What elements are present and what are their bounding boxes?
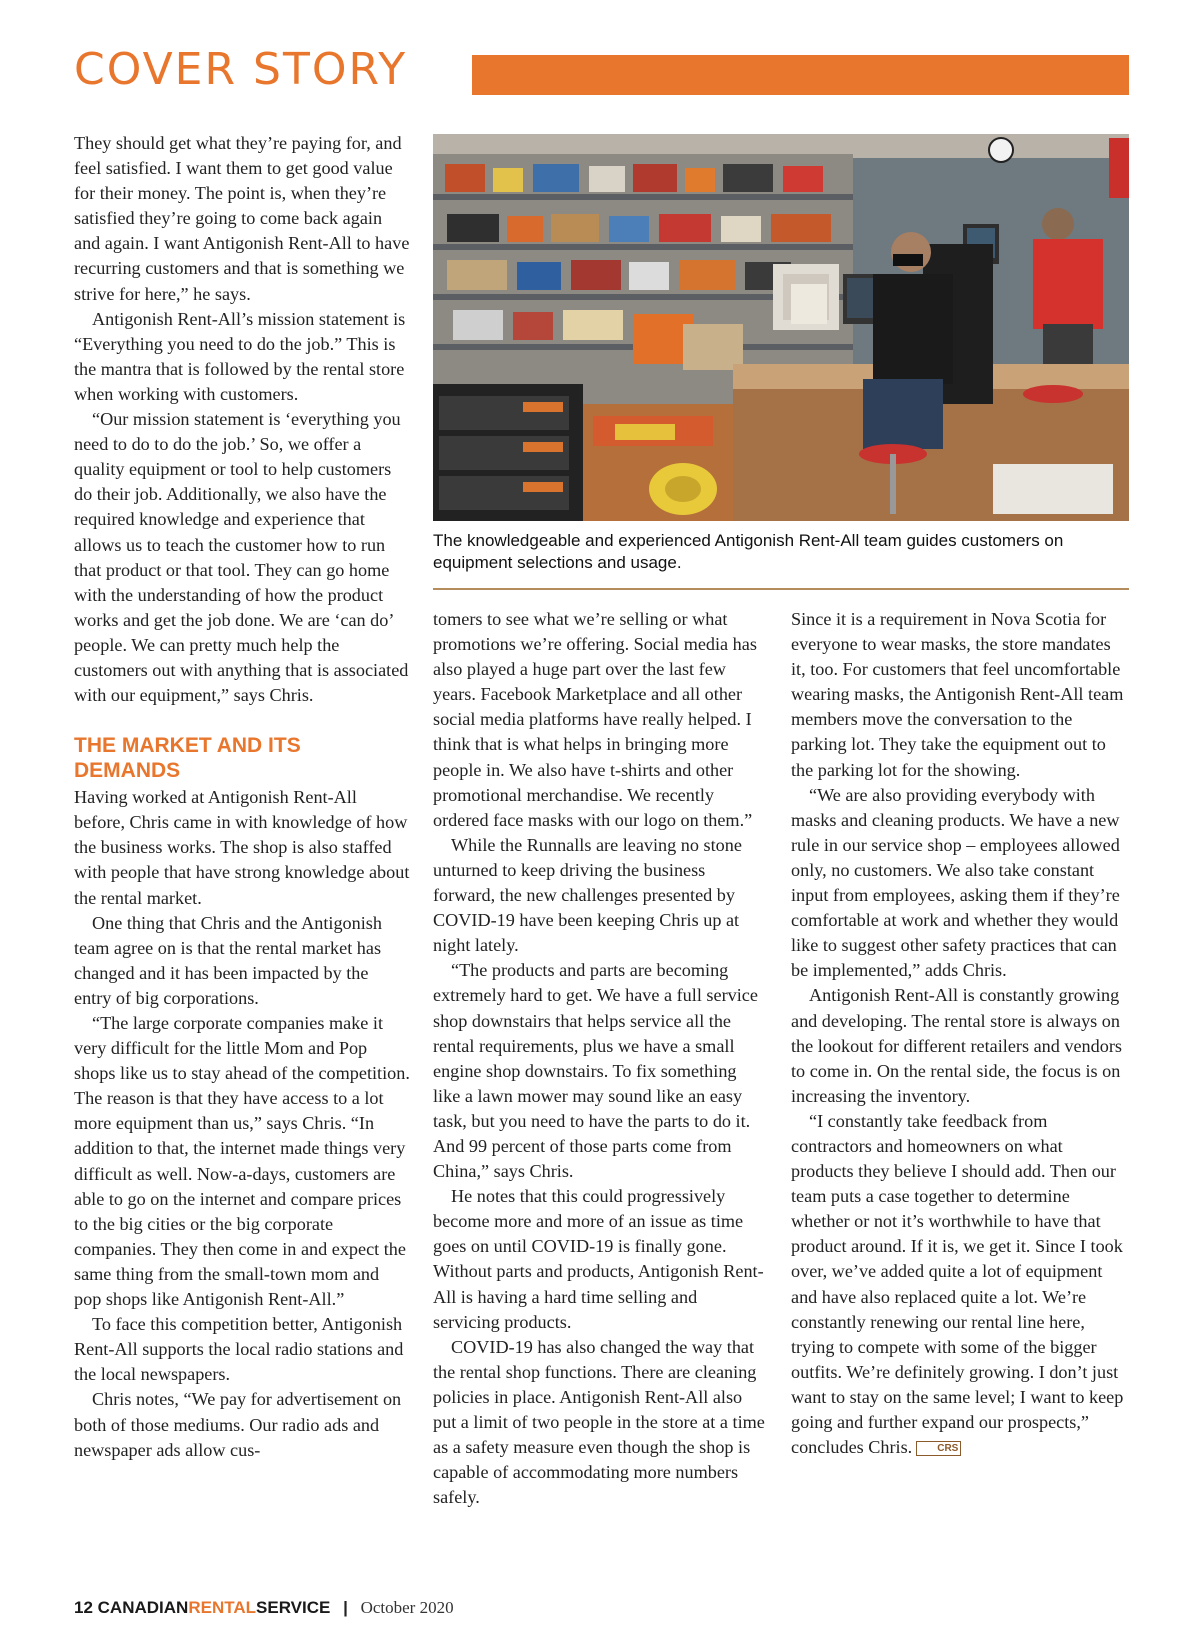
article-column-1	[74, 131, 410, 1463]
header-accent-bar	[472, 55, 1129, 95]
footer-separator: |	[343, 1598, 348, 1617]
paragraph: “The products and parts are becoming extremely hard to get. We have a full service shop downstairs that helps service all the rental requirements, plus we have a small engine shop downstairs. To fix something like a lawn mower may sound like an easy task, but you need to have the parts to do it. And 99 percent of those parts come from China,” says Chris.	[433, 960, 758, 1182]
paragraph: “The large corporate companies make it very difficult for the little Mom and Pop shops like us to stay ahead of the competition. The reason is that they have access to a lot more equipment than us,” says Chris. “In addition to that, the internet made things very difficult as well. Now-a-days, customers are able to go on the internet and compare prices to the big cities or the big corporate companies. They then come in and expect the same thing from the small-town mom and pop shops like Antigonish Rent-All.”	[74, 1013, 410, 1310]
paragraph: COVID-19 has also changed the way that the rental shop functions. There are cleaning policies in place. Antigonish Rent-All also put a limit of two people in the store at a time as a safety measure even though the shop is capable of accommodating more numbers safely.	[433, 1336, 765, 1508]
magazine-name-part3: SERVICE	[256, 1598, 331, 1617]
article-column-3	[791, 607, 1129, 1460]
magazine-name-part1: CANADIAN	[97, 1598, 189, 1617]
paragraph: “I constantly take feedback from contractors and homeowners on what products they believe I should add. Then our team puts a case together to determine whether or not it’s worthwhile to have that product around. If it is, we get it. Since I took over, we’ve added quite a lot of equipment and have also replaced quite a lot. We’re constantly renewing our rental line here, trying to compete with some of the bigger outfits. We’re definitely growing. I don’t just want to stay on the same level; I want to keep going and further expand our prospects,” concludes Chris. CRS	[791, 1110, 1124, 1458]
issue-date: October 2020	[360, 1598, 454, 1617]
store-interior-photo	[433, 134, 1129, 521]
magazine-name-part2: RENTAL	[188, 1598, 257, 1617]
caption-divider	[433, 588, 1129, 590]
paragraph: Since it is a requirement in Nova Scotia for everyone to wear masks, the store mandates it, too. For customers that feel uncomfortable wearing masks, the Antigonish Rent-All team members move the conversation to the parking lot. They take the equipment out to the parking lot for the showing.	[791, 609, 1124, 780]
photo-caption: The knowledgeable and experienced Antigonish Rent-All team guides customers on equipment selections and usage.	[433, 531, 1064, 572]
paragraph: tomers to see what we’re selling or what promotions we’re offering. Social media has also played a huge part over the last few years. Facebook Marketplace and all other social media platforms have really helped. I think that is what helps in bringing more people in. We also have t-shirts and other promotional merchandise. We recently ordered face masks with our logo on them.”	[433, 609, 757, 830]
end-mark-logo: CRS	[916, 1441, 961, 1456]
paragraph: Antigonish Rent-All’s mission statement is “Everything you need to do the job.” This is the mantra that is followed by the rental store when working with customers.	[74, 308, 406, 404]
paragraph: “We are also providing everybody with masks and cleaning products. We have a new rule in our service shop – employees allowed only, no customers. We also take constant input from employees, asking them if they’re comfortable at work and whether they would like to suggest other safety practices that can be implemented,” adds Chris.	[791, 784, 1120, 981]
page-footer	[74, 1597, 454, 1619]
paragraph: Chris notes, “We pay for advertisement on both of those mediums. Our radio ads and newspaper ads allow cus-	[74, 1389, 402, 1460]
photo-illustration	[433, 134, 1129, 521]
paragraph: Antigonish Rent-All is constantly growing and developing. The rental store is always on the lookout for different retailers and vendors to come in. On the rental side, the focus is on increasing the inventory.	[791, 985, 1122, 1106]
article-column-2	[433, 607, 768, 1510]
paragraph: Having worked at Antigonish Rent-All before, Chris came in with knowledge of how the business works. The shop is also staffed with people that have strong knowledge about the rental market.	[74, 787, 410, 908]
section-heading: THE MARKET AND ITS DEMANDS	[74, 734, 301, 783]
paragraph: He notes that this could progressively become more and more of an issue as time goes on until COVID-19 is finally gone. Without parts and products, Antigonish Rent-All is having a hard time selling and servicing products.	[433, 1186, 764, 1332]
paragraph: While the Runnalls are leaving no stone unturned to keep driving the business forward, the new challenges presented by COVID-19 have been keeping Chris up at night lately.	[433, 834, 742, 956]
page-number: 12	[74, 1598, 93, 1617]
paragraph: They should get what they’re paying for, and feel satisfied. I want them to get good value for their money. The point is, when they’re satisfied they’re going to come back again and again. I want Antigonish Rent-All to have recurring customers and that is something we strive for here,” he says.	[74, 133, 410, 304]
paragraph: “Our mission statement is ‘everything you need to do to do the job.’ So, we offer a quality equipment or tool to help customers do their job. Additionally, we also have the required knowledge and experience that allows us to teach the customer how to run that product or that tool. They can go home with the understanding of how the product works and get the job done. We are ‘can do’ people. We can pretty much help the customers out with anything that is associated with our equipment,” says Chris.	[74, 409, 409, 706]
paragraph: To face this competition better, Antigonish Rent-All supports the local radio stations and the local newspapers.	[74, 1314, 404, 1385]
section-title: COVER STORY	[74, 44, 408, 95]
paragraph: One thing that Chris and the Antigonish team agree on is that the rental market has changed and it has been impacted by the entry of big corporations.	[74, 912, 382, 1008]
